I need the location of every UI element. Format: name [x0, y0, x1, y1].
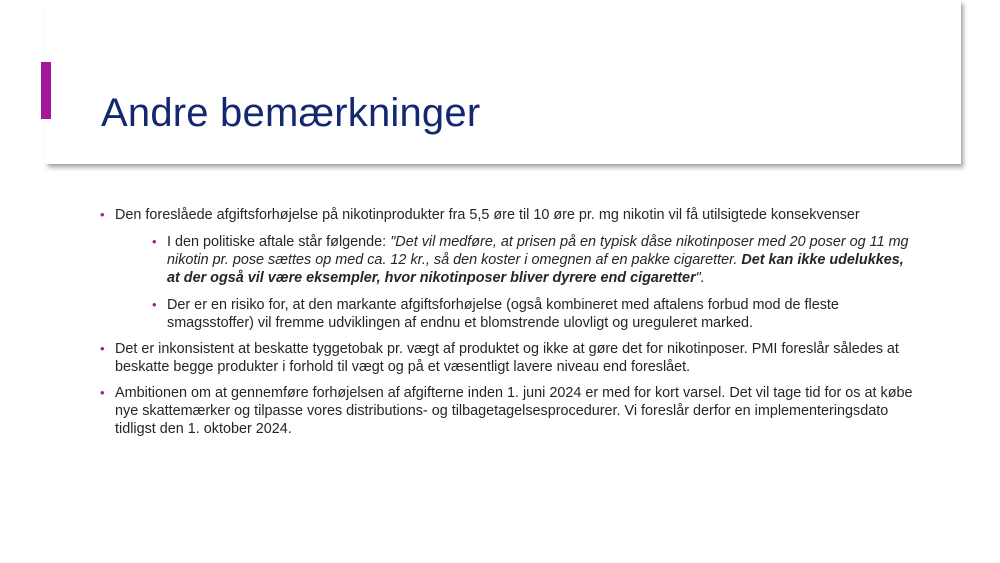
bullet-text: Den foreslåede afgiftsforhøjelse på nikotinprodukter fra 5,5 øre til 10 øre pr. mg nikotin vil få utilsigtede konsekvenser: [115, 207, 860, 223]
title-panel: [45, 0, 961, 164]
sub-bullet-list: [152, 233, 918, 332]
slide-body: [100, 206, 918, 446]
bullet-item-1: [100, 206, 918, 332]
bullet-marker: •: [100, 341, 105, 356]
bullet-text: Ambitionen om at gennemføre forhøjelsen af afgifterne inden 1. juni 2024 er med for kort varsel. Det vil tage tid for os at købe nye skattemærker og tilpasse vores distributions- og tilbagetagelsesprocedurer. Vi foreslår derfor en implementeringsdato tidligst den 1. oktober 2024.: [115, 385, 913, 437]
bullet-list: [100, 206, 918, 438]
bullet-text: Det er inkonsistent at beskatte tyggetobak pr. vægt af produktet og ikke at gøre det for nikotinposer. PMI foreslår således at beskatte begge produkter i forhold til vægt og på et væsentligt lavere niveau end foreslået.: [115, 341, 899, 375]
accent-bar: [41, 62, 51, 119]
bullet-item-2: [100, 340, 918, 376]
quote-bold-italic: Det kan ikke udelukkes, at der også vil være eksempler, hvor nikotinposer bliver dyrere end cigaretter: [167, 252, 904, 286]
sub-bullet-text: Der er en risiko for, at den markante afgiftsforhøjelse (også kombineret med aftalens forbud mod de fleste smagsstoffer) vil fremme udviklingen af endnu et blomstrende ulovligt og ureguleret marked.: [167, 297, 839, 331]
bullet-marker: •: [100, 385, 105, 400]
slide-title: Andre bemærkninger: [101, 91, 481, 135]
bullet-marker: •: [100, 207, 105, 222]
quote-italic: "Det vil medføre, at prisen på en typisk dåse nikotinposer med 20 poser og 11 mg nikotin pr. pose sættes op med ca. 12 kr., så den koster i omegnen af en pakke cigaretter.: [167, 234, 909, 268]
sub-bullet-lead: I den politiske aftale står følgende:: [167, 234, 391, 250]
bullet-marker: •: [152, 297, 157, 312]
bullet-item-3: [100, 384, 918, 438]
bullet-marker: •: [152, 234, 157, 249]
sub-bullet-item-2: [152, 296, 918, 332]
quote-end: ".: [695, 270, 705, 286]
sub-bullet-item-1: [152, 233, 918, 287]
